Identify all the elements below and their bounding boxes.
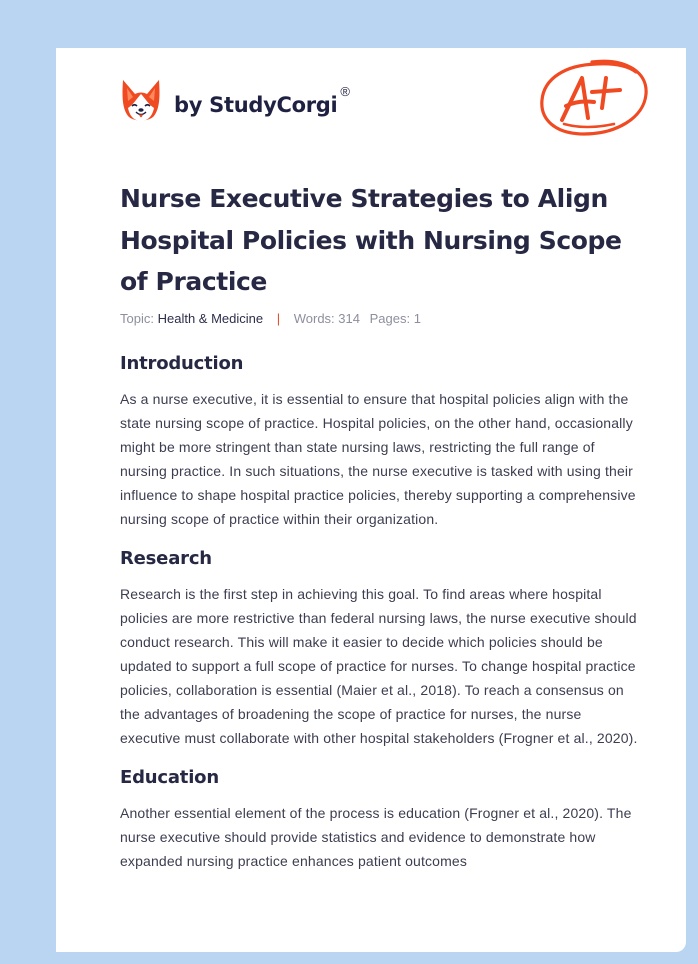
section-education — [120, 764, 640, 873]
section-paragraph: Research is the first step in achieving this goal. To find areas where hospital policies are more restrictive than federal nursing laws, the nurse executive should conduct research. This will make it easier to decide which policies should be updated to support a full scope of practice for nurses. To change hospital practice policies, collaboration is essential (Maier et al., 2018). To reach a consensus on the advantages of broadening the scope of practice for nurses, the nurse executive must collaborate with other hospital stakeholders (Frogner et al., 2020). — [120, 586, 638, 746]
document-meta — [120, 311, 421, 326]
section-heading: Introduction — [120, 353, 244, 374]
document-body — [120, 350, 640, 887]
topic-label: Topic: — [120, 311, 154, 326]
pages-value: 1 — [413, 311, 421, 326]
studycorgi-logo[interactable] — [120, 74, 350, 128]
pages-label: Pages: — [369, 311, 411, 326]
meta-separator: | — [276, 311, 281, 326]
a-plus-grade-icon — [536, 56, 652, 140]
corgi-logo-icon — [120, 78, 162, 124]
document-card — [56, 48, 686, 952]
document-title: Nurse Executive Strategies to Align Hospital Policies with Nursing Scope of Practice — [120, 184, 622, 296]
section-paragraph: As a nurse executive, it is essential to ensure that hospital policies align with the state nursing scope of practice. Hospital policies, on the other hand, occasionally might be more stringent than state nursing laws, restricting the full range of nursing practice. In such situations, the nurse executive is tasked with using their influence to shape hospital practice policies, thereby supporting a comprehensive nursing scope of practice within their organization. — [120, 391, 636, 527]
section-research — [120, 545, 640, 750]
section-heading: Research — [120, 548, 212, 569]
section-paragraph: Another essential element of the process is education (Frogner et al., 2020). The nurse executive should provide statistics and evidence to demonstrate how expanded nursing practice enhances patient outcomes — [120, 805, 632, 869]
section-introduction — [120, 350, 640, 531]
topic-value[interactable]: Health & Medicine — [157, 311, 264, 326]
registered-mark: ® — [340, 84, 350, 99]
words-label: Words: — [293, 311, 335, 326]
brand-name: by StudyCorgi — [174, 93, 338, 117]
words-value: 314 — [338, 311, 360, 326]
section-heading: Education — [120, 767, 219, 788]
